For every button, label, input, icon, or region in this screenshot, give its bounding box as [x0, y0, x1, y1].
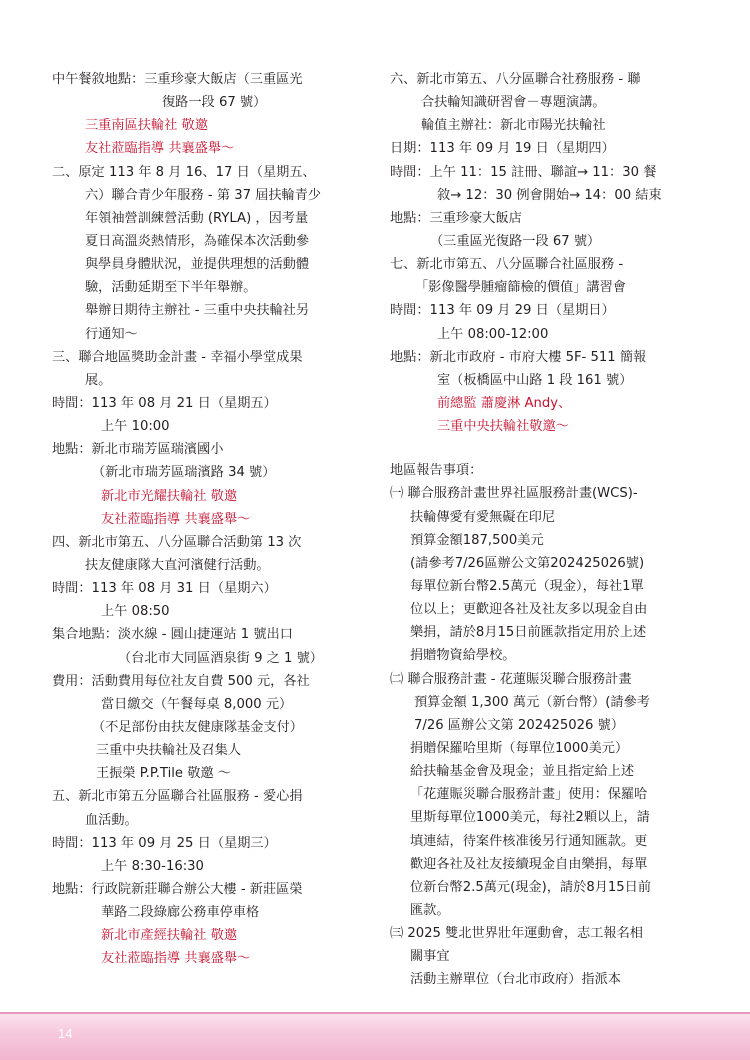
text-line: 時間：113 年 08 月 31 日（星期六）: [52, 581, 277, 597]
text-line: 三重中央扶輪社及召集人: [96, 743, 242, 759]
text-line: 三重中央扶輪社敬邀～: [437, 419, 569, 435]
text-line: 7/26 區辦公文第 202425026 號）: [414, 717, 625, 733]
text-line: 前總監 蕭慶淋 Andy、: [437, 395, 572, 411]
text-line: 「影像醫學腫瘤篩檢的價值」講習會: [415, 280, 626, 296]
text-line: 每單位新台幣2.5萬元（現金），每社1單: [410, 578, 644, 594]
text-line: 友社蒞臨指導 共襄盛舉～: [101, 511, 251, 527]
text-line: 輪值主辦社：新北市陽光扶輪社: [421, 118, 606, 134]
text-line: 展。: [85, 372, 112, 388]
text-line: 敘→ 12：30 例會開始→ 14：00 結束: [437, 187, 662, 203]
text-line: 時間：113 年 08 月 21 日（星期五）: [52, 395, 277, 411]
text-line: 捐贈物資給學校。: [410, 648, 516, 664]
text-line: 里斯每單位1000美元，每社2顆以上，請: [410, 810, 650, 826]
section-spacer: [390, 438, 702, 459]
right-column: [390, 68, 702, 991]
text-line: 五、新北市第五分區聯合社區服務 - 愛心捐: [52, 789, 303, 805]
text-line: 三、聯合地區獎助金計畫 - 幸福小學堂成果: [52, 349, 303, 365]
text-line: 集合地點：淡水線 - 圓山捷運站 1 號出口: [52, 627, 293, 643]
text-line: 三重南區扶輪社 敬邀: [85, 118, 208, 134]
text-line: 上午 08:00-12:00: [437, 326, 549, 342]
text-line: 位以上；更歡迎各社及社友多以現金自由: [410, 602, 648, 618]
text-line: 時間：113 年 09 月 29 日（星期日）: [390, 303, 615, 319]
text-line: 六）聯合青少年服務 - 第 37 屆扶輪青少: [85, 187, 322, 203]
text-line: 四、新北市第五、八分區聯合活動第 13 次: [52, 534, 302, 550]
text-line: (請參考7/26區辦公文第202425026號): [410, 555, 645, 571]
footer-band: [0, 1012, 750, 1060]
text-line: 位新台幣2.5萬元(現金)，請於8月15日前: [410, 879, 652, 895]
footer-divider: [0, 1012, 750, 1014]
text-line: 扶友健康隊大直河濱健行活動。: [85, 557, 270, 573]
text-line: 血活動。: [85, 812, 138, 828]
text-line: 預算金額187,500美元: [410, 532, 544, 548]
text-line: 新北市光耀扶輪社 敬邀: [101, 488, 238, 504]
text-line: ㈠ 聯合服務計畫世界社區服務計畫(WCS)-: [390, 486, 638, 502]
text-line: 時間：上午 11：15 註冊、聯誼→ 11：30 餐: [390, 164, 657, 180]
text-line: 王振榮 P.P.Tile 敬邀 ～: [96, 766, 231, 782]
text-line: 當日繳交（午餐每桌 8,000 元）: [101, 696, 293, 712]
text-line: （不足部份由扶友健康隊基金支付）: [92, 719, 303, 735]
text-line: 日期：113 年 09 月 19 日（星期四）: [390, 141, 615, 157]
text-line: 合扶輪知識研習會－專題演講。: [421, 95, 606, 111]
text-line: ㈡ 聯合服務計畫 - 花蓮賑災聯合服務計畫: [390, 671, 632, 687]
text-line: 地區報告事項：: [390, 463, 483, 479]
text-line: 夏日高溫炎熱情形，為確保本次活動參: [85, 233, 310, 249]
text-line: 地點：三重珍豪大飯店: [390, 210, 522, 226]
text-line: 新北市產經扶輪社 敬邀: [101, 928, 238, 944]
page-number: 14: [58, 1026, 73, 1041]
text-line: 活動主辦單位（台北市政府）指派本: [410, 972, 621, 988]
text-line: 扶輪傳愛有愛無礙在印尼: [410, 509, 556, 525]
text-line: 歡迎各社及社友接續現金自由樂捐，每單: [410, 856, 648, 872]
text-line: 給扶輪基金會及現金；並且指定給上述: [410, 764, 635, 780]
text-line: 上午 8:30-16:30: [101, 858, 204, 874]
text-line: 七、新北市第五、八分區聯合社區服務 -: [390, 257, 624, 273]
text-line: ㈢ 2025 雙北世界壯年運動會，志工報名相: [390, 926, 643, 942]
text-line: 舉辦日期待主辦社 - 三重中央扶輪社另: [85, 303, 310, 319]
text-line: 地點：新北市瑞芳區瑞濱國小: [52, 442, 224, 458]
text-line: 匯款。: [410, 902, 450, 918]
text-line: 驗，活動延期至下半年舉辦。: [85, 280, 257, 296]
text-line: 關事宜: [410, 949, 450, 965]
text-line: 上午 10:00: [101, 419, 170, 435]
text-line: 行通知～: [85, 326, 138, 342]
text-line: 填連結，待案件核准後另行通知匯款。更: [410, 833, 648, 849]
text-line: 華路二段綠廊公務車停車格: [101, 905, 260, 921]
text-line: 與學員身體狀況，並提供理想的活動體: [85, 257, 310, 273]
text-line: 樂捐，請於8月15日前匯款指定用於上述: [410, 625, 647, 641]
text-line: 「花蓮賑災聯合服務計畫」使用：保羅哈: [410, 787, 648, 803]
text-line: 友社蒞臨指導 共襄盛舉～: [101, 951, 251, 967]
text-line: 地點：行政院新莊聯合辦公大樓 - 新莊區榮: [52, 881, 303, 897]
text-line: 年領袖營訓練營活動 (RYLA) ，因考量: [85, 210, 309, 226]
text-line: 中午餐敘地點：三重珍豪大飯店（三重區光: [52, 72, 303, 87]
text-line: 友社蒞臨指導 共襄盛舉～: [85, 141, 235, 157]
text-line: 二、原定 113 年 8 月 16、17 日（星期五、: [52, 164, 316, 180]
text-line: （台北市大同區酒泉街 9 之 1 號）: [118, 650, 323, 666]
text-line: 捐贈保羅哈里斯（每單位1000美元）: [410, 740, 629, 756]
text-line: 費用：活動費用每位社友自費 500 元，各社: [52, 673, 310, 689]
text-line: 上午 08:50: [101, 604, 170, 620]
left-column: [52, 68, 368, 970]
text-line: （三重區光復路一段 67 號）: [430, 233, 601, 249]
text-line: 六、新北市第五、八分區聯合社務服務 - 聯: [390, 72, 641, 87]
text-line: 室（板橋區中山路 1 段 161 號）: [437, 372, 633, 388]
text-line: 地點：新北市政府 - 市府大樓 5F- 511 簡報: [390, 349, 647, 365]
text-line: （新北市瑞芳區瑞濱路 34 號）: [92, 465, 276, 481]
text-line: 復路一段 67 號）: [162, 95, 267, 111]
text-line: 時間：113 年 09 月 25 日（星期三）: [52, 835, 277, 851]
text-line: 預算金額 1,300 萬元（新台幣）(請參考: [414, 694, 650, 710]
